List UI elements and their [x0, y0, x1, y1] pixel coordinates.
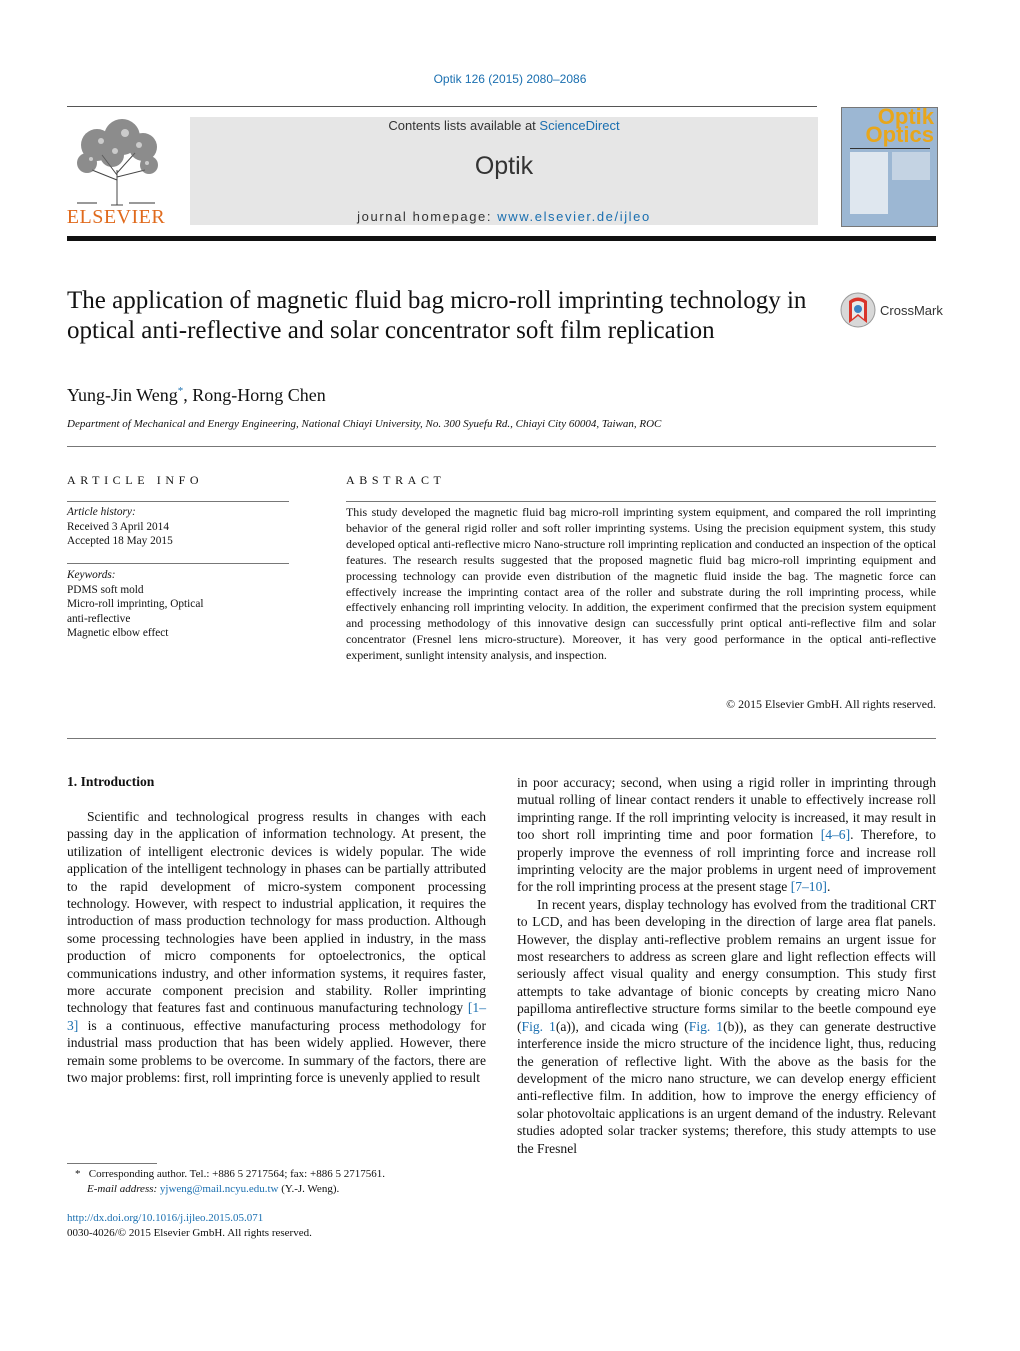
keyword-item: anti-reflective — [67, 612, 131, 625]
cover-divider — [850, 148, 930, 149]
section-heading-introduction: 1. Introduction — [67, 774, 155, 789]
cover-title: Optik Optics — [865, 107, 934, 147]
email-link[interactable]: yjweng@mail.ncyu.edu.tw — [159, 1183, 279, 1195]
figure-link[interactable]: Fig. 1 — [688, 1018, 724, 1034]
keywords-label: Keywords: — [67, 569, 116, 581]
author-chen[interactable]: Rong-Horng Chen — [192, 385, 326, 405]
body-column-right — [517, 774, 936, 1157]
history-label: Article history: — [67, 506, 136, 518]
header-thick-rule — [67, 236, 936, 241]
article-info-rule — [67, 501, 289, 502]
header-rule — [67, 106, 817, 107]
abstract-text: This study developed the magnetic fluid bag micro-roll imprinting system equipment, and compared the roll imprinting behavior of the general rigid roller and soft roller imprinting systems. Using the precision equipment system, this study developed optical anti-reflective micro Nano-structure roll imprinting replication and conducted an inspection of the optical features. The research results suggested that the proposed magnetic fluid bag micro-roll imprinting equipment and processing technology can provide even distribution of the magnetic fluid inside the bag. The magnetic force can effectively increase the imprinting contact area of the roller and substrate during the roll imprinting process, while effectively enhancing roll imprinting velocity. In addition, the experiment confirmed that the precision system equipment and processing methodology of this innovative design can successfully print optical anti-reflective film and solar concentrator (Fresnel lens micro-structure). Moreover, it has very good performance in the optical anti-reflective experiment, sunlight intensity analysis, and inspection. — [346, 505, 936, 663]
author-separator: , — [183, 385, 193, 405]
citation-link[interactable]: [7–10] — [790, 879, 827, 895]
contents-line: Contents lists available at ScienceDirect — [388, 118, 620, 133]
footnote — [67, 1167, 507, 1197]
paragraph: in poor accuracy; second, when using a rigid roller in imprinting through mutual rolling of linear contact renders it unable to effectively increase roll imprinting range. If the roll imprinting velocity is increased, it may result in too short roll imprinting time and poor formation [4–6]. Therefore, to properly improve the evenness of roll imprinting force and increase roll imprinting velocity are the major problems in urgent need of improvement for the roll imprinting process at the present stage [7–10]. — [517, 775, 936, 895]
figure-link[interactable]: Fig. 1 — [521, 1018, 556, 1034]
paragraph: Scientific and technological progress results in changes with each passing day in the application of information technology. At present, the utilization of intelligent electronic devices is widely popular. The wide application of the intelligent technology in phases can be partially attributed to the rapid development of micro-system component processing technology. However, with respect to industrial application, it requires the introduction of mass production technology for mass production. Although some processing technologies have been applied in industry, in the mass production of micro components for optoelectronics, the optical communications industry, and other information systems, it requires faster, more accurate component precision and stability. Roller imprinting technology that features fast and continuous manufacturing technology [1–3] is a continuous, effective manufacturing process methodology for industrial mass production that has been widely applied. However, there remain some problems to be overcome. In summary of the factors, there are two major problems: first, roll imprinting force is unevenly applied to result — [67, 809, 486, 1086]
keywords-block — [67, 568, 289, 641]
doi-link[interactable]: http://dx.doi.org/10.1016/j.ijleo.2015.05.071 — [67, 1212, 264, 1224]
citation-link[interactable]: [4–6] — [820, 827, 851, 843]
abstract-copyright: © 2015 Elsevier GmbH. All rights reserved. — [726, 697, 936, 711]
article-history — [67, 505, 289, 549]
paragraph: In recent years, display technology has evolved from the traditional CRT to LCD, and has been developing in the direction of large area flat panels. However, the display anti-reflective problem remains an urgent issue for most researchers to address as screen glare and light reflection effects will seriously affect visual quality and energy consumption. This study first attempts to take advantage of bionic concepts by creating micro Nano papilloma antireflective structure forms similar to the beetle compound eye (Fig. 1(a)), and cicada wing (Fig. 1(b)), as they can generate destructive interference inside the micro structure of the incidence light, thus, reducing the generation of reflective light. With the above as the basis for the development of the micro nano structure, we can develop energy efficient anti-reflective film. In addition, how to improve the energy efficiency of solar photovoltaic applications is an urgent demand of the industry. Relevant studies adopted solar tracker systems; therefore, this study attempts to use the Fresnel — [517, 896, 937, 1156]
accepted-date: Accepted 18 May 2015 — [67, 535, 173, 547]
keyword-item: Magnetic elbow effect — [67, 627, 169, 639]
elsevier-wordmark: ELSEVIER — [66, 206, 166, 228]
author-list — [67, 385, 326, 406]
received-date: Received 3 April 2014 — [67, 520, 169, 533]
affiliation-rule — [67, 446, 936, 447]
cover-panel-right — [892, 152, 930, 180]
crossmark-icon — [840, 290, 880, 330]
author-weng[interactable]: Yung-Jin Weng — [67, 385, 178, 405]
citation-link[interactable]: [1–3] — [67, 1000, 486, 1033]
journal-name: Optik — [474, 152, 534, 180]
body-column-left — [67, 808, 486, 1087]
affiliation: Department of Mechanical and Energy Engineering, National Chiayi University, No. 300 Syuefu Rd., Chiayi City 60004, Taiwan, ROC — [67, 418, 662, 430]
abstract-bottom-rule — [67, 738, 936, 739]
keyword-item: PDMS soft mold — [67, 583, 144, 596]
cover-panel-left — [850, 152, 888, 214]
crossmark-label: CrossMark — [880, 303, 943, 318]
journal-reference[interactable]: Optik 126 (2015) 2080–2086 — [433, 72, 587, 86]
issn-line: 0030-4026/© 2015 Elsevier GmbH. All rights reserved. — [67, 1227, 312, 1239]
abstract-rule — [346, 501, 936, 502]
keywords-rule — [67, 563, 289, 564]
footnote-mark: * — [75, 1168, 81, 1180]
homepage-line: journal homepage: www.elsevier.de/ijleo — [357, 209, 651, 224]
article-info-heading: ARTICLE INFO — [67, 473, 204, 487]
journal-cover-image — [841, 107, 938, 227]
sciencedirect-link[interactable]: ScienceDirect — [539, 118, 620, 133]
keyword-item: Micro-roll imprinting, Optical — [67, 598, 204, 610]
article-title: The application of magnetic fluid bag micro-roll imprinting technology in optical anti-reflective and solar concentrator soft film replication — [67, 287, 807, 344]
abstract-heading: ABSTRACT — [346, 473, 446, 487]
corresponding-author-note: * Corresponding author. Tel.: +886 5 2717564; fax: +886 5 2717561. — [75, 1168, 385, 1180]
footnote-rule — [67, 1163, 157, 1164]
corresponding-mark[interactable]: * — [177, 385, 184, 397]
doi-block — [67, 1211, 312, 1241]
homepage-link[interactable]: www.elsevier.de/ijleo — [497, 209, 651, 224]
email-line: E-mail address: yjweng@mail.ncyu.edu.tw (Y.-J. Weng). — [87, 1183, 340, 1195]
